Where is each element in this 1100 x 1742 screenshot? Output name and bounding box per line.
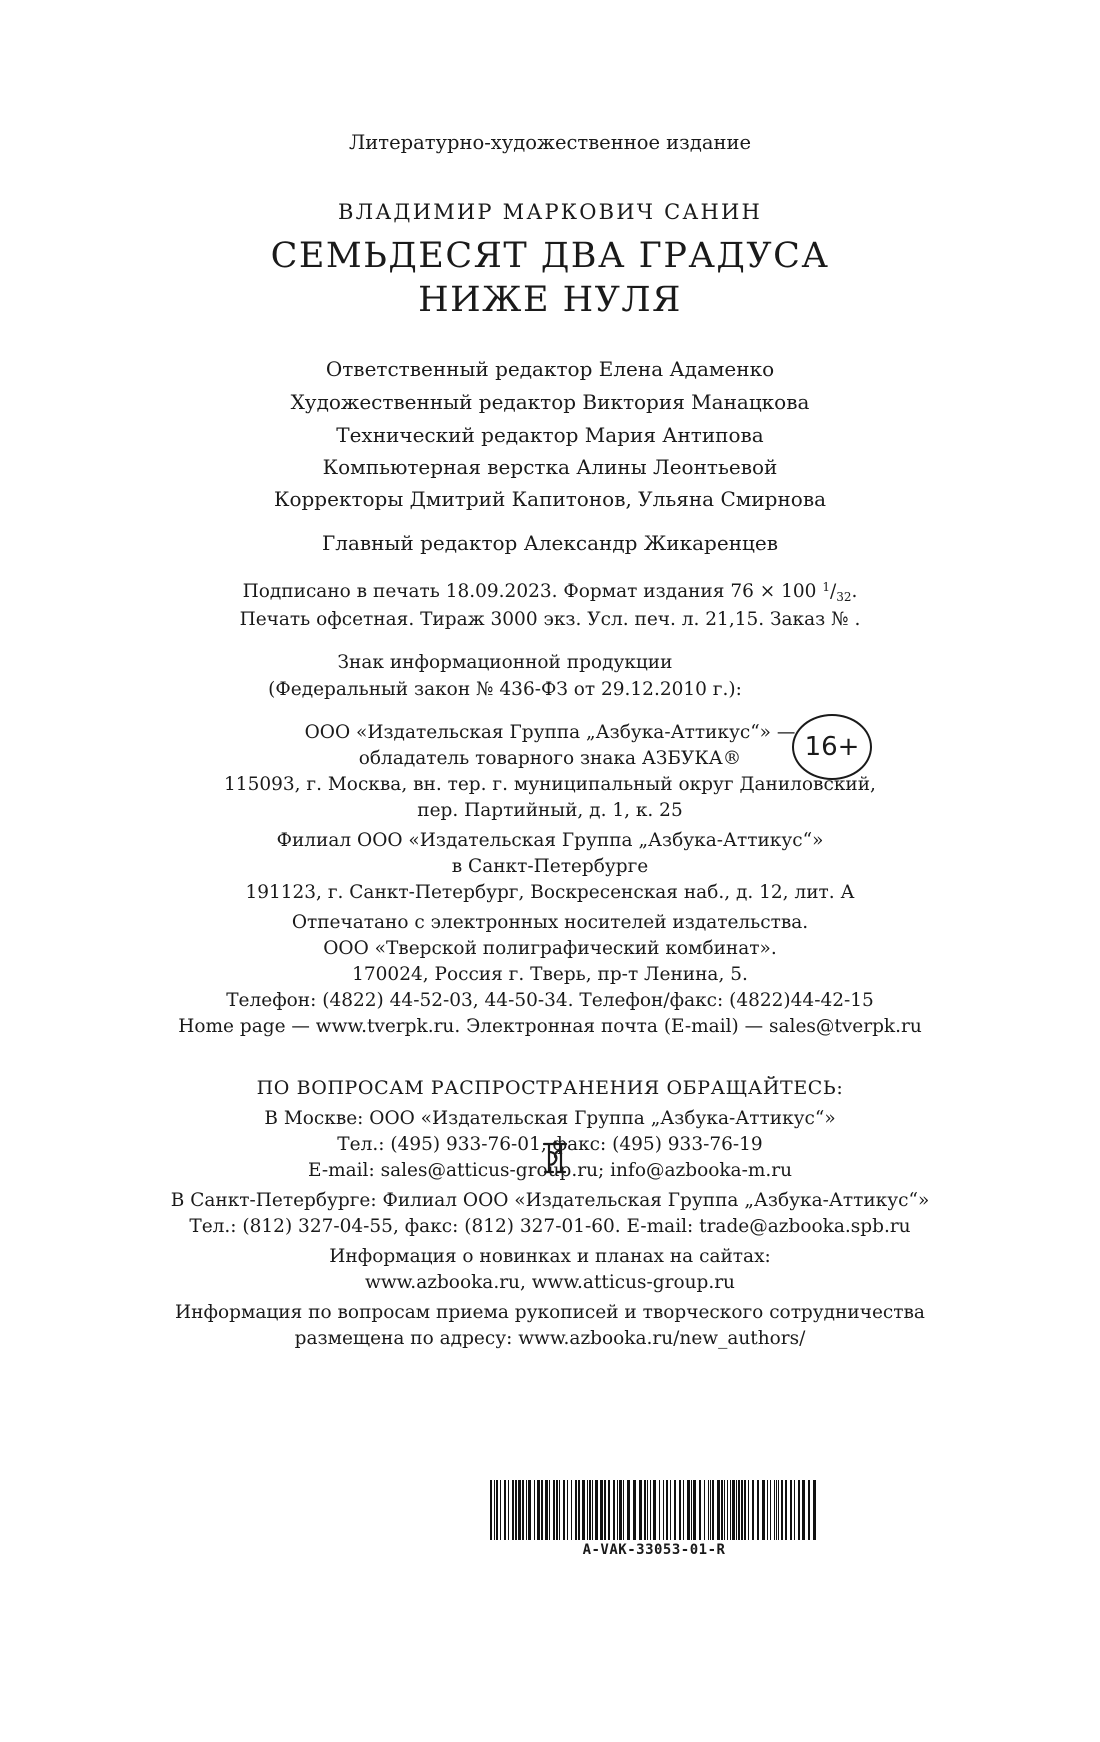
branch-line1: Филиал ООО «Издательская Группа „Азбука-Аттикус“» [276,830,824,851]
barcode-bar [608,1480,610,1540]
barcode-bar [670,1480,671,1540]
barcode-bar [724,1480,725,1540]
barcode-bar [644,1480,646,1540]
printer-line1: Отпечатано с электронных носителей издательства. [291,912,809,933]
publisher-address-line1: 115093, г. Москва, вн. тер. г. муниципальный округ Даниловский, [224,774,876,795]
publisher-line1: ООО «Издательская Группа „Азбука-Аттикус“» — [304,722,796,743]
distribution-heading: ПО ВОПРОСАМ РАСПРОСТРАНЕНИЯ ОБРАЩАЙТЕСЬ: [256,1077,844,1099]
barcode-bar [627,1480,630,1540]
barcode-bar [587,1480,588,1540]
barcode-bar [512,1480,514,1540]
credit-layout: Компьютерная верстка Алины Леонтьевой [322,455,778,479]
barcode-bar [613,1480,615,1540]
barcode-bar [578,1480,580,1540]
barcode-bar [504,1480,506,1540]
barcode-bar [687,1480,690,1540]
barcode-bar [541,1480,543,1540]
branch-line2: в Санкт-Петербурге [451,856,649,877]
chief-editor: Главный редактор Александр Жикаренцев [322,531,778,555]
barcode-bar [683,1480,684,1540]
barcode-bar [774,1480,775,1540]
distribution-spb-line2: Тел.: (812) 327-04-55, факс: (812) 327-01-60. E-mail: trade@azbooka.spb.ru [189,1216,911,1237]
barcode-bar [748,1480,749,1540]
age-label-line1: Знак информационной продукции [337,652,673,673]
edition-type: Литературно-художественное издание [349,131,751,154]
barcode-bar [595,1480,598,1540]
barcode-bar [738,1480,740,1540]
credit-art-editor: Художественный редактор Виктория Манацкова [290,390,810,414]
barcode-bar [545,1480,548,1540]
credit-technical-editor: Технический редактор Мария Антипова [336,423,764,447]
barcode-bar [500,1480,501,1540]
print-info-line2: Печать офсетная. Тираж 3000 экз. Усл. печ. л. 21,15. Заказ № . [239,609,861,630]
publisher-line2: обладатель товарного знака АЗБУКА® [358,748,742,769]
barcode-bar [556,1480,558,1540]
barcode-bar [619,1480,622,1540]
barcode-bar [762,1480,765,1540]
barcode-bar [494,1480,495,1540]
barcode-bar [496,1480,498,1540]
manuscripts-line2: размещена по адресу: www.azbooka.ru/new_authors/ [294,1328,806,1349]
book-title-line1: СЕМЬДЕСЯТ ДВА ГРАДУСА [270,236,830,276]
barcode-bar [563,1480,565,1540]
barcode-bar [559,1480,560,1540]
barcode-bar [813,1480,816,1540]
barcode-bar [721,1480,723,1540]
barcode-bar [790,1480,792,1540]
printer-web-email: Home page — www.tverpk.ru. Электронная почта (E-mail) — sales@tverpk.ru [178,1016,922,1037]
distribution-moscow-line1: В Москве: ООО «Издательская Группа „Азбука-Аттикус“» [264,1108,836,1129]
barcode-bar [575,1480,577,1540]
barcode-bar [518,1480,521,1540]
barcode-bar [623,1480,624,1540]
barcode-code: A-VAK-33053-01-R [582,1542,726,1558]
printer-phones: Телефон: (4822) 44-52-03, 44-50-34. Телефон/факс: (4822)44-42-15 [226,990,874,1011]
barcode [488,1480,820,1540]
credit-proofreaders: Корректоры Дмитрий Капитонов, Ульяна Смирнова [273,487,826,511]
barcode-bar [633,1480,636,1540]
barcode-bar [528,1480,531,1540]
barcode-bar [708,1480,709,1540]
barcode-bar [798,1480,800,1540]
barcode-bar [767,1480,768,1540]
barcode-bar [582,1480,585,1540]
barcode-bar [778,1480,779,1540]
barcode-bar [650,1480,651,1540]
barcode-bar [717,1480,720,1540]
barcode-bar [712,1480,714,1540]
barcode-bar [808,1480,810,1540]
barcode-bar [592,1480,593,1540]
barcode-bar [589,1480,591,1540]
barcode-bar [567,1480,568,1540]
barcode-bar [781,1480,783,1540]
barcode-bar [693,1480,696,1540]
barcode-bar [508,1480,509,1540]
book-title-line2: НИЖЕ НУЛЯ [418,280,682,320]
age-rating-badge: 16+ [792,714,872,780]
barcode-bar [730,1480,731,1540]
barcode-bar [770,1480,771,1540]
printer-line2: ООО «Тверской полиграфический комбинат». [323,938,777,959]
barcode-bar [794,1480,795,1540]
barcode-bar [699,1480,701,1540]
barcode-bar [674,1480,676,1540]
sites-line1: Информация о новинках и планах на сайтах: [329,1246,771,1267]
barcode-bar [534,1480,535,1540]
credit-responsible-editor: Ответственный редактор Елена Адаменко [325,357,775,381]
barcode-bar [776,1480,777,1540]
barcode-bar [515,1480,517,1540]
barcode-bar [744,1480,746,1540]
barcode-bar [553,1480,555,1540]
barcode-bar [727,1480,728,1540]
barcode-bar [732,1480,735,1540]
distribution-moscow-line2: Тел.: (495) 933-76-01, факс: (495) 933-76-19 [337,1134,763,1155]
printer-address: 170024, Россия г. Тверь, пр-т Ленина, 5. [352,964,748,985]
publisher-address-line2: пер. Партийный, д. 1, к. 25 [417,800,683,821]
barcode-bar [710,1480,711,1540]
barcode-bar [549,1480,550,1540]
barcode-bar [537,1480,540,1540]
barcode-bar [617,1480,618,1540]
barcode-bar [639,1480,642,1540]
barcode-bar [653,1480,656,1540]
distribution-moscow-line3: E-mail: sales@atticus-group.ru; info@azbooka-m.ru [307,1160,793,1181]
barcode-bar [490,1480,492,1540]
barcode-bar [604,1480,606,1540]
barcode-bar [522,1480,524,1540]
sites-line2: www.azbooka.ru, www.atticus-group.ru [365,1272,735,1293]
barcode-bar [802,1480,805,1540]
age-label-line2: (Федеральный закон № 436-ФЗ от 29.12.2010 г.): [268,679,742,700]
print-info-line1: Подписано в печать 18.09.2023. Формат издания 76 × 100 $^1/_{32}$. [242,580,858,604]
barcode-bar [741,1480,743,1540]
barcode-bar [526,1480,527,1540]
barcode-bar [785,1480,787,1540]
barcode-bar [736,1480,737,1540]
barcode-bar [679,1480,681,1540]
barcode-bar [757,1480,759,1540]
barcode-bar [666,1480,668,1540]
branch-address: 191123, г. Санкт-Петербург, Воскресенская наб., д. 12, лит. А [245,882,855,903]
barcode-bar [600,1480,603,1540]
barcode-bar [659,1480,660,1540]
barcode-bar [704,1480,705,1540]
manuscripts-line1: Информация по вопросам приема рукописей и творческого сотрудничества [175,1302,925,1323]
barcode-bar [647,1480,648,1540]
distribution-spb-line1: В Санкт-Петербурге: Филиал ООО «Издательская Группа „Азбука-Аттикус“» [170,1190,930,1211]
barcode-bar [752,1480,754,1540]
author-name: ВЛАДИМИР МАРКОВИЧ САНИН [337,200,763,224]
barcode-bar [571,1480,572,1540]
barcode-bar [663,1480,664,1540]
barcode-bar [691,1480,692,1540]
